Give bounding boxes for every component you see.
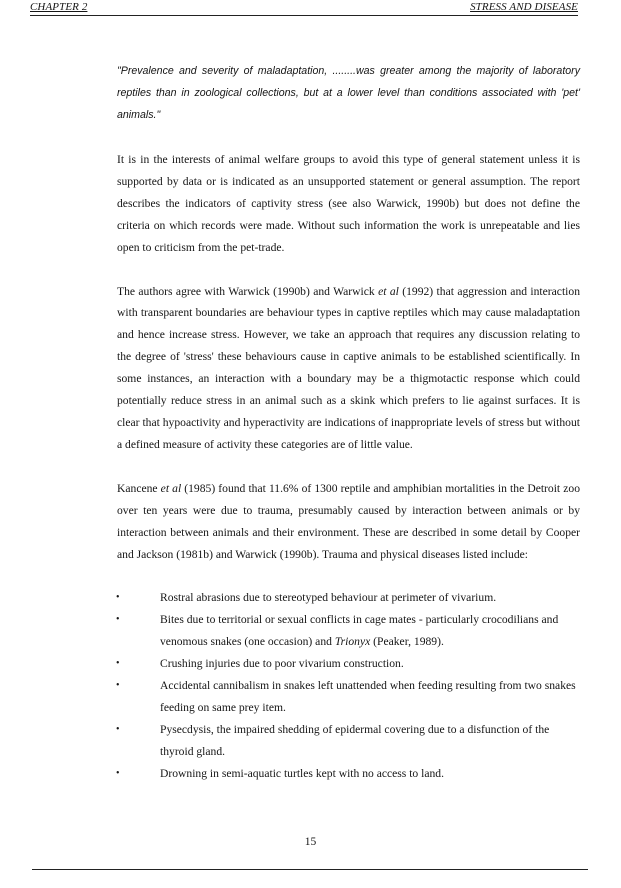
- list-item: • Pysecdysis, the impaired shedding of epidermal covering due to a disfunction of the thyroid gland.: [116, 719, 580, 763]
- block-quote: "Prevalence and severity of maladaptation, ........was greater among the majority of laboratory reptiles than in zoological collections, but at a lower level than conditions associated with 'pet' animals.": [117, 65, 580, 121]
- list-item: • Drowning in semi-aquatic turtles kept with no access to land.: [116, 763, 580, 785]
- bullet-icon: •: [116, 614, 120, 626]
- list-item: • Bites due to territorial or sexual conflicts in cage mates - particularly crocodilians and venomous snakes (one occasion) and Trionyx (Peaker, 1989).: [116, 609, 580, 653]
- footer-rule: [32, 869, 588, 870]
- list-item: • Rostral abrasions due to stereotyped behaviour at perimeter of vivarium.: [116, 587, 580, 609]
- et-al-italic: et al: [160, 481, 182, 495]
- bullet-icon: •: [116, 723, 120, 735]
- chapter-label: CHAPTER 2: [30, 1, 88, 13]
- species-italic: Trionyx: [334, 635, 371, 649]
- section-title: STRESS AND DISEASE: [470, 1, 578, 13]
- bullet-icon: •: [116, 767, 120, 779]
- page-number: 15: [304, 836, 317, 848]
- bullet-icon: •: [116, 592, 120, 604]
- et-al-italic: et al: [378, 284, 399, 298]
- paragraph-2: The authors agree with Warwick (1990b) and Warwick et al (1992) that aggression and interaction with transparent boundaries are behaviour types in captive reptiles which may cause maladaptation and hence increase stress. However, we take an approach that requires any discussion relating to the degree of 'stress' these behaviours cause in captive animals to be established scientifically. In some instances, an interaction with a boundary may be a thigmotactic response which could potentially reduce stress in an animal such as a skink which prefers to lie against surfaces. It is clear that hypoactivity and hyperactivity are indications of inappropriate levels of stress but without a defined measure of activity these categories are of little value.: [117, 284, 580, 451]
- bullet-icon: •: [116, 658, 120, 670]
- trauma-list: [116, 587, 580, 784]
- paragraph-1: It is in the interests of animal welfare groups to avoid this type of general statement unless it is supported by data or is indicated as an unsupported statement or general assumption. The report describes the indicators of captivity stress (see also Warwick, 1990b) but does not define the criteria on which records were made. Without such information the work is unrepeatable and lies open to criticism from the pet-trade.: [117, 153, 580, 254]
- page-body: [117, 60, 580, 785]
- bullet-icon: •: [116, 680, 120, 692]
- running-header: [30, 0, 578, 16]
- paragraph-3: Kancene et al (1985) found that 11.6% of 1300 reptile and amphibian mortalities in the Detroit zoo over ten years were due to trauma, presumably caused by interaction between animals or by interaction between animals and their environment. These are described in some detail by Cooper and Jackson (1981b) and Warwick (1990b). Trauma and physical diseases listed include:: [117, 481, 581, 561]
- list-item: • Accidental cannibalism in snakes left unattended when feeding resulting from two snakes feeding on same prey item.: [116, 675, 580, 719]
- list-item: • Crushing injuries due to poor vivarium construction.: [116, 653, 580, 675]
